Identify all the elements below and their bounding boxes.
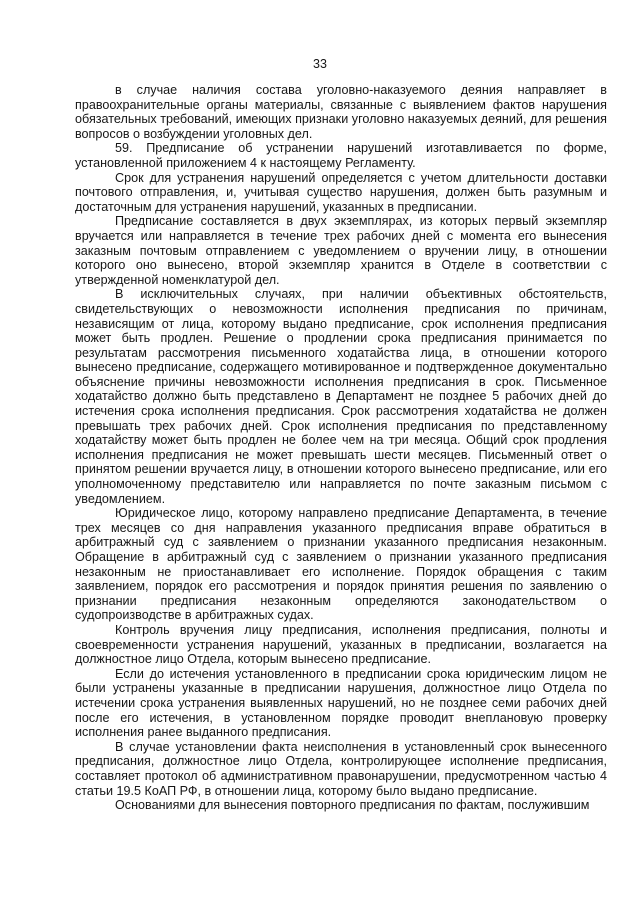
paragraph: 59. Предписание об устранении нарушений изготавливается по форме, установленной приложением 4 к настоящему Регламенту. [75, 141, 607, 170]
paragraph: в случае наличия состава уголовно-наказуемого деяния направляет в правоохранительные органы материалы, связанные с выявлением фактов нарушения обязательных требований, имеющих признаки уголовно наказуемых деяний, для решения вопросов о возбуждении уголовных дел. [75, 83, 607, 141]
page-number: 33 [313, 57, 327, 71]
paragraph: Контроль вручения лицу предписания, исполнения предписания, полноты и своевременности устранения нарушений, указанных в предписании, возлагается на должностное лицо Отдела, которым вынесено предписание. [75, 622, 607, 667]
paragraph: В случае установлении факта неисполнения в установленный срок вынесенного предписания, должностное лицо Отдела, контролирующее исполнение предписания, составляет протокол об административном правонарушении, предусмотренном частью 4 статьи 19.5 КоАП РФ, в отношении лица, которому было выдано предписание. [75, 739, 607, 798]
paragraph: Предписание составляется в двух экземплярах, из которых первый экземпляр вручается или направляется в течение трех рабочих дней с момента его вынесения заказным почтовым отправлением с уведомлением о вручении лицу, в отношении которого оно вынесено, второй экземпляр хранится в Отделе в соответствии с утвержденной номенклатурой дел. [75, 214, 607, 287]
paragraph: Основаниями для вынесения повторного предписания по фактам, послужившим [115, 798, 590, 813]
paragraph: В исключительных случаях, при наличии объективных обстоятельств, свидетельствующих о невозможности исполнения предписания по причинам, независящим от лица, которому выдано предписание, срок исполнения предписания может быть продлен. Решение о продлении срока предписания принимается по результатам рассмотрения письменного ходатайства лица, в отношении которого вынесено предписание, содержащего мотивированное и подтвержденное документально объяснение причины невозможности исполнения предписания в срок. Письменное ходатайство должно быть представлено в Департамент не позднее 5 рабочих дней до истечения срока исполнения предписания. Срок рассмотрения ходатайства не должен превышать трех рабочих дней. Срок исполнения предписания по представленному ходатайству может быть продлен не более чем на три месяца. Общий срок продления исполнения предписания не может превышать шести месяцев. Письменный ответ о принятом решении вручается лицу, в отношении которого вынесено предписание, или его уполномоченному представителю или направляется по почте заказным письмом с уведомлением. [75, 287, 607, 506]
paragraph: Юридическое лицо, которому направлено предписание Департамента, в течение трех месяцев со дня направления указанного предписания вправе обратиться в арбитражный суд с заявлением о признании указанного предписания незаконным. Обращение в арбитражный суд с заявлением о признании указанного предписания незаконным не приостанавливает его исполнение. Порядок обращения с таким заявлением, порядок его рассмотрения и порядок принятия решения по заявлению о признании предписания незаконным определяются законодательством о судопроизводстве в арбитражных судах. [75, 506, 607, 623]
paragraph: Если до истечения установленного в предписании срока юридическим лицом не были устранены указанные в предписании нарушения, должностное лицо Отдела по истечении срока устранения выявленных нарушений, но не позднее семи рабочих дней после его истечения, в установленном порядке проводит внеплановую проверку исполнения ранее выданного предписания. [75, 666, 607, 740]
document-body [75, 83, 607, 813]
paragraph: Срок для устранения нарушений определяется с учетом длительности доставки почтового отправления, и, учитывая существо нарушения, должен быть разумным и достаточным для устранения нарушений, указанных в предписании. [75, 170, 607, 214]
